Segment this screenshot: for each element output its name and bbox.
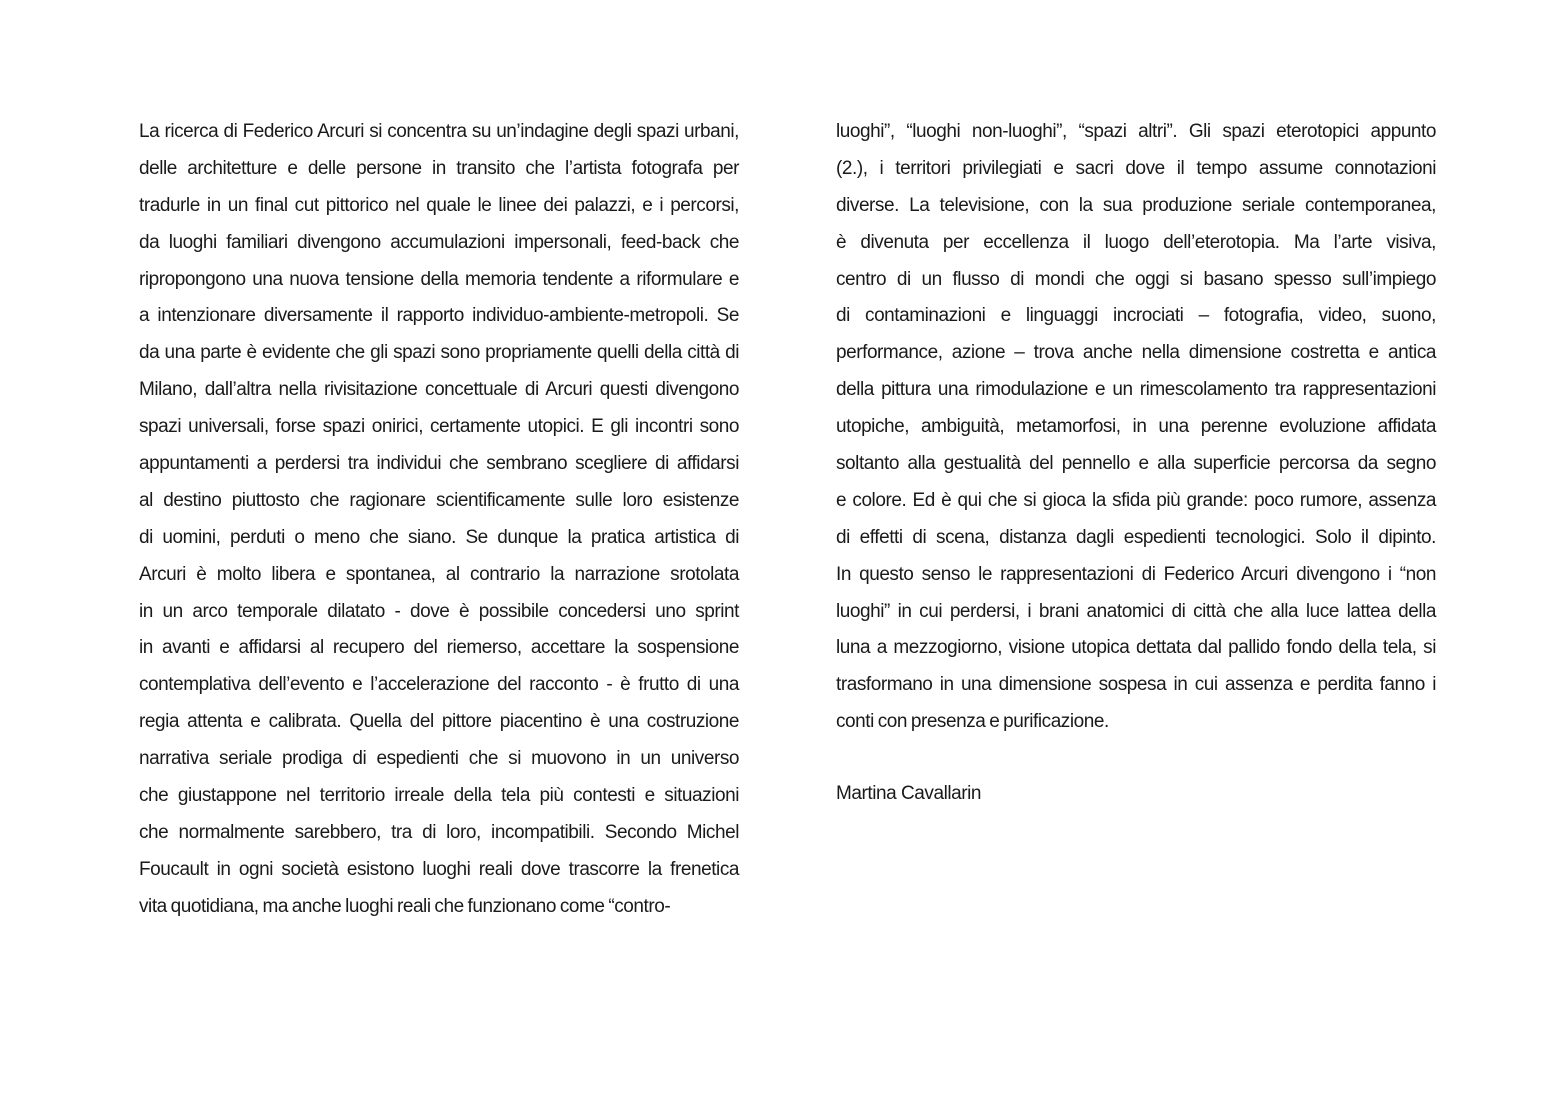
text-line: a intenzionare diversamente il rapporto individuo-ambiente-metropoli. Se [139,305,739,327]
text-line: (2.), i territori privilegiati e sacri dove il tempo assume connotazioni [836,157,1436,179]
text-line: Arcuri è molto libera e spontanea, al contrario la narrazione srotolata [139,563,739,585]
text-line: di effetti di scena, distanza dagli espedienti tecnologici. Solo il dipinto. [836,526,1436,548]
text-line: luoghi”, “luoghi non-luoghi”, “spazi altri”. Gli spazi eterotopici appunto [836,121,1436,142]
author-signature: Martina Cavallarin [836,783,982,804]
left-text-column [139,114,739,926]
text-line: delle architetture e delle persone in transito che l’artista fotografa per [139,157,739,179]
text-line: ripropongono una nuova tensione della memoria tendente a riformulare e [139,268,739,290]
text-line: della pittura una rimodulazione e un rimescolamento tra rappresentazioni [836,379,1436,401]
text-line: utopiche, ambiguità, metamorfosi, in una perenne evoluzione affidata [836,416,1436,438]
text-line: al destino piuttosto che ragionare scientificamente sulle loro esistenze [139,489,739,511]
text-line: di uomini, perduti o meno che siano. Se dunque la pratica artistica di [139,526,739,548]
text-line: contemplativa dell’evento e l’accelerazione del racconto - è frutto di una [139,674,739,696]
text-line: vita quotidiana, ma anche luoghi reali che funzionano come “contro- [139,895,671,917]
text-line: che giustappone nel territorio irreale della tela più contesti e situazioni [139,785,739,807]
text-line: tradurle in un final cut pittorico nel quale le linee dei palazzi, e i percorsi, [139,194,739,216]
text-line: di contaminazioni e linguaggi incrociati – fotografia, video, suono, [836,305,1436,327]
text-line: La ricerca di Federico Arcuri si concentra su un’indagine degli spazi urbani, [139,121,739,142]
text-line: e colore. Ed è qui che si gioca la sfida più grande: poco rumore, assenza [836,489,1436,511]
text-line: appuntamenti a perdersi tra individui che sembrano scegliere di affidarsi [139,453,739,475]
text-line: diverse. La televisione, con la sua produzione seriale contemporanea, [836,194,1436,216]
text-line: è divenuta per eccellenza il luogo dell’eterotopia. Ma l’arte visiva, [836,231,1436,253]
text-line: in un arco temporale dilatato - dove è possibile concedersi uno sprint [139,600,739,622]
text-line: performance, azione – trova anche nella dimensione costretta e antica [836,342,1436,364]
text-line: regia attenta e calibrata. Quella del pittore piacentino è una costruzione [139,711,739,733]
text-line: luna a mezzogiorno, visione utopica dettata dal pallido fondo della tela, si [836,637,1436,659]
text-line: da una parte è evidente che gli spazi sono propriamente quelli della città di [139,342,739,364]
text-line: centro di un flusso di mondi che oggi si basano spesso sull’impiego [836,268,1436,290]
text-line: Foucault in ogni società esistono luoghi reali dove trascorre la frenetica [139,858,739,880]
text-line: In questo senso le rappresentazioni di Federico Arcuri divengono i “non [836,563,1436,585]
text-line: spazi universali, forse spazi onirici, certamente utopici. E gli incontri sono [139,416,739,438]
right-text-column [836,114,1436,741]
text-line: che normalmente sarebbero, tra di loro, incompatibili. Secondo Michel [139,821,739,843]
text-line: da luoghi familiari divengono accumulazioni impersonali, feed-back che [139,231,739,253]
text-line: soltanto alla gestualità del pennello e alla superficie percorsa da segno [836,453,1436,475]
text-line: in avanti e affidarsi al recupero del riemerso, accettare la sospensione [139,637,739,659]
text-line: conti con presenza e purificazione. [836,711,1109,733]
text-line: trasformano in una dimensione sospesa in cui assenza e perdita fanno i [836,674,1436,696]
text-line: luoghi” in cui perdersi, i brani anatomici di città che alla luce lattea della [836,600,1436,622]
text-line: Milano, dall’altra nella rivisitazione concettuale di Arcuri questi divengono [139,379,739,401]
text-line: narrativa seriale prodiga di espedienti che si muovono in un universo [139,748,739,770]
